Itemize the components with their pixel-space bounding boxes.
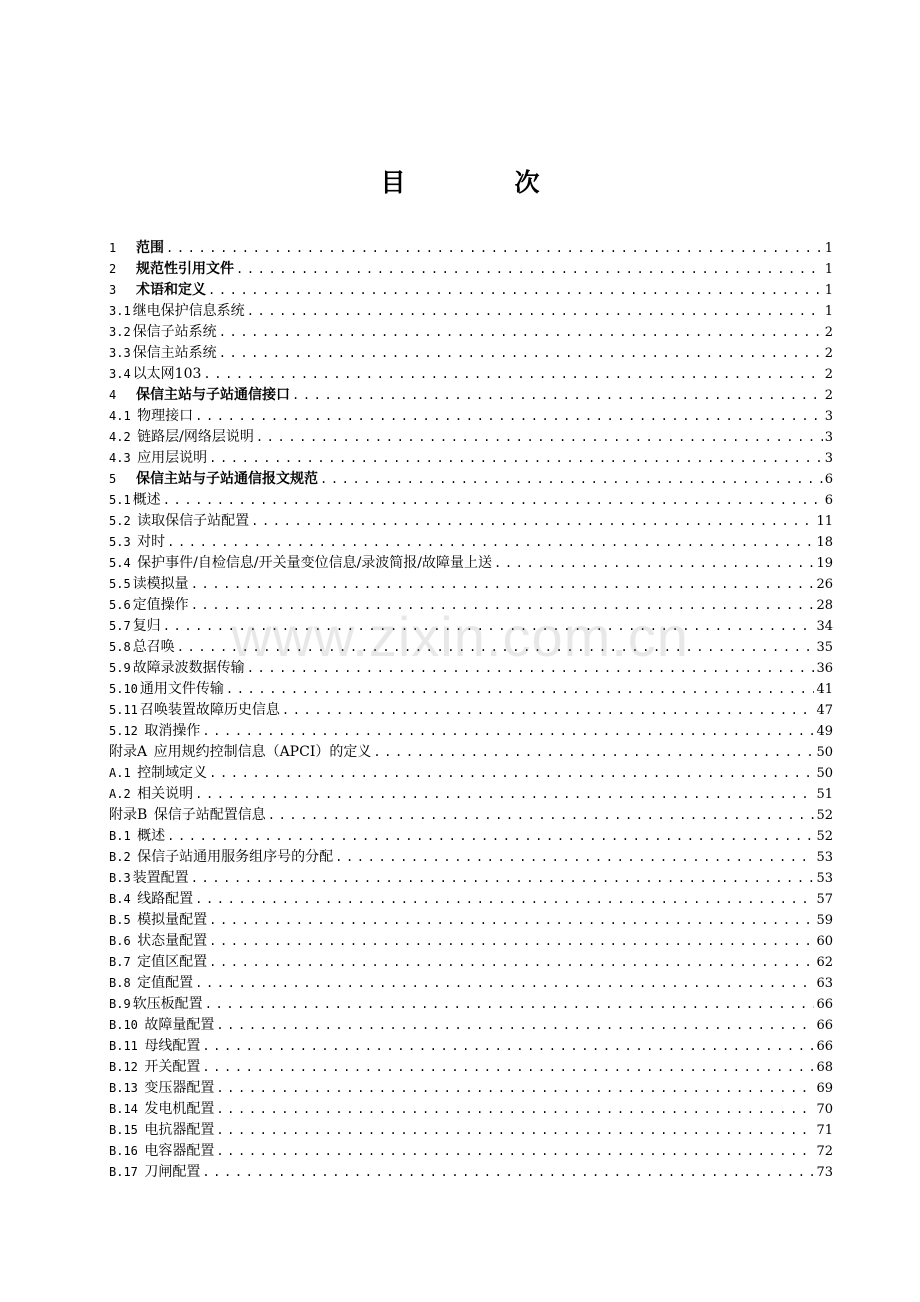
toc-entry[interactable]	[109, 1036, 833, 1057]
toc-entry-title: 继电保护信息系统	[132, 303, 245, 319]
toc-leader-dots	[195, 406, 823, 427]
toc-entry[interactable]	[109, 280, 833, 301]
toc-entry-title: 保护事件/自检信息/开关量变位信息/录波简报/故障量上送	[132, 555, 493, 571]
toc-entry-page: 3	[824, 430, 833, 445]
toc-entry[interactable]	[109, 826, 833, 847]
toc-entry-title: 范围	[136, 240, 164, 256]
toc-entry-title: 相关说明	[132, 786, 194, 802]
toc-entry-title: 取消操作	[139, 723, 201, 739]
toc-entry-title: 软压板配置	[132, 996, 203, 1012]
toc-entry-title: 以太网103	[132, 366, 202, 382]
toc-leader-dots	[219, 322, 823, 343]
toc-entry-title: 定值操作	[132, 597, 189, 613]
toc-entry-number: B.13	[109, 1081, 138, 1095]
toc-entry-title: 概述	[132, 828, 166, 844]
toc-entry-page: 59	[816, 913, 833, 928]
toc-entry-page: 51	[816, 787, 833, 802]
toc-leader-dots	[209, 910, 814, 931]
toc-entry-number: 附录B	[109, 807, 148, 823]
toc-entry-title: 开关配置	[139, 1059, 201, 1075]
toc-leader-dots	[335, 847, 814, 868]
toc-entry-number: 3.2	[109, 325, 131, 339]
toc-entry-page: 2	[824, 388, 833, 403]
toc-entry-number: 5.10	[109, 682, 138, 696]
toc-entry-number: B.9	[109, 997, 131, 1011]
toc-leader-dots	[202, 721, 814, 742]
toc-entry-number: B.10	[109, 1018, 138, 1032]
toc-entry[interactable]	[109, 1099, 833, 1120]
toc-leader-dots	[191, 574, 815, 595]
toc-entry[interactable]	[109, 1141, 833, 1162]
toc-entry[interactable]	[109, 448, 833, 469]
toc-entry-number: 4.1	[109, 409, 131, 423]
toc-entry[interactable]	[109, 994, 833, 1015]
toc-entry-title: 电容器配置	[139, 1143, 215, 1159]
toc-entry-page: 18	[816, 535, 833, 550]
toc-entry-title: 模拟量配置	[132, 912, 208, 928]
toc-entry-title: 通用文件传输	[139, 681, 224, 697]
toc-entry-number: 3.1	[109, 304, 131, 318]
toc-leader-dots	[167, 532, 814, 553]
toc-entry-title: 故障录波数据传输	[132, 660, 245, 676]
toc-entry[interactable]	[109, 322, 833, 343]
toc-entry-page: 47	[816, 703, 833, 718]
toc-leader-dots	[163, 616, 815, 637]
toc-entry-page: 66	[816, 1018, 833, 1033]
toc-entry[interactable]	[109, 301, 833, 322]
toc-entry[interactable]	[109, 700, 833, 721]
toc-entry[interactable]	[109, 889, 833, 910]
toc-entry-title: 保信子站系统	[132, 324, 217, 340]
toc-entry-number: 5	[109, 472, 117, 486]
toc-entry-page: 35	[816, 640, 833, 655]
toc-entry[interactable]	[109, 679, 833, 700]
toc-entry-title: 应用层说明	[132, 450, 208, 466]
toc-entry[interactable]	[109, 805, 833, 826]
toc-entry-page: 2	[824, 367, 833, 382]
toc-entry-number: 5.11	[109, 703, 138, 717]
toc-entry-number: B.15	[109, 1123, 138, 1137]
toc-entry-number: 5.6	[109, 598, 131, 612]
table-of-contents	[109, 238, 833, 1183]
toc-entry-title: 召唤装置故障历史信息	[139, 702, 280, 718]
toc-entry-number: 4	[109, 388, 117, 402]
toc-entry-number: 5.2	[109, 514, 131, 528]
toc-entry-number: 5.12	[109, 724, 138, 738]
toc-leader-dots	[256, 427, 823, 448]
toc-entry-page: 1	[824, 262, 833, 277]
toc-entry[interactable]	[109, 1015, 833, 1036]
toc-entry-page: 53	[816, 850, 833, 865]
toc-entry-title: 保信主站系统	[132, 345, 217, 361]
toc-entry-number: 4.3	[109, 451, 131, 465]
toc-entry-number: 附录A	[109, 744, 148, 760]
toc-leader-dots	[191, 595, 815, 616]
toc-entry[interactable]	[109, 1162, 833, 1183]
toc-entry-number: B.14	[109, 1102, 138, 1116]
toc-leader-dots	[209, 448, 823, 469]
toc-leader-dots	[282, 700, 815, 721]
toc-leader-dots	[268, 805, 815, 826]
toc-leader-dots	[236, 259, 823, 280]
toc-leader-dots	[208, 280, 823, 301]
toc-leader-dots	[202, 1162, 814, 1183]
toc-entry[interactable]	[109, 364, 833, 385]
toc-entry-page: 57	[816, 892, 833, 907]
toc-entry-title: 规范性引用文件	[136, 261, 234, 277]
toc-entry-title: 发电机配置	[139, 1101, 215, 1117]
toc-entry-title: 复归	[132, 618, 161, 634]
toc-entry-title: 读模拟量	[132, 576, 189, 592]
toc-entry[interactable]	[109, 784, 833, 805]
toc-leader-dots	[202, 1057, 814, 1078]
toc-entry-title: 装置配置	[132, 870, 189, 886]
toc-entry-title: 电抗器配置	[139, 1122, 215, 1138]
toc-entry-page: 68	[816, 1060, 833, 1075]
toc-leader-dots	[292, 385, 823, 406]
toc-entry-title: 概述	[132, 492, 161, 508]
toc-entry[interactable]	[109, 847, 833, 868]
toc-entry-title: 变压器配置	[139, 1080, 215, 1096]
toc-entry[interactable]	[109, 532, 833, 553]
toc-entry[interactable]	[109, 931, 833, 952]
toc-entry[interactable]	[109, 1120, 833, 1141]
toc-entry-number: 4.2	[109, 430, 131, 444]
toc-leader-dots	[216, 1015, 814, 1036]
toc-entry-title: 对时	[132, 534, 166, 550]
toc-entry[interactable]	[109, 868, 833, 889]
toc-entry-number: 5.8	[109, 640, 131, 654]
toc-leader-dots	[202, 1036, 814, 1057]
toc-entry[interactable]	[109, 259, 833, 280]
toc-leader-dots	[251, 511, 814, 532]
toc-entry-number: B.11	[109, 1039, 138, 1053]
toc-entry-page: 66	[816, 997, 833, 1012]
toc-leader-dots	[195, 973, 814, 994]
toc-entry-number: B.12	[109, 1060, 138, 1074]
toc-entry-number: 5.7	[109, 619, 131, 633]
toc-leader-dots	[209, 952, 814, 973]
toc-entry-title: 术语和定义	[136, 282, 206, 298]
toc-entry-title: 保信子站通用服务组序号的分配	[132, 849, 334, 865]
toc-entry-number: B.1	[109, 829, 131, 843]
toc-entry-number: 5.3	[109, 535, 131, 549]
toc-entry-title: 状态量配置	[132, 933, 208, 949]
toc-entry-page: 2	[824, 346, 833, 361]
toc-entry-number: 5.5	[109, 577, 131, 591]
page-title: 目 次	[380, 168, 582, 197]
toc-entry-title: 故障量配置	[139, 1017, 215, 1033]
toc-leader-dots	[216, 1099, 814, 1120]
toc-leader-dots	[191, 868, 815, 889]
toc-entry-page: 36	[816, 661, 833, 676]
toc-entry-page: 19	[816, 556, 833, 571]
toc-leader-dots	[195, 889, 814, 910]
toc-entry-number: 5.4	[109, 556, 131, 570]
toc-entry-number: 3.3	[109, 346, 131, 360]
toc-entry-page: 28	[816, 598, 833, 613]
toc-entry-number: 1	[109, 241, 117, 255]
toc-leader-dots	[216, 1141, 814, 1162]
toc-entry-page: 71	[816, 1123, 833, 1138]
toc-entry-number: B.8	[109, 976, 131, 990]
toc-leader-dots	[219, 343, 823, 364]
toc-entry-title: 刀闸配置	[139, 1164, 201, 1180]
toc-leader-dots	[320, 469, 823, 490]
toc-entry-page: 11	[816, 514, 833, 529]
toc-entry[interactable]	[109, 1078, 833, 1099]
toc-entry-number: 3.4	[109, 367, 131, 381]
toc-entry-number: 3	[109, 283, 117, 297]
toc-entry[interactable]	[109, 427, 833, 448]
toc-entry[interactable]	[109, 637, 833, 658]
toc-leader-dots	[247, 301, 823, 322]
toc-entry-page: 49	[816, 724, 833, 739]
toc-leader-dots	[195, 784, 814, 805]
toc-leader-dots	[166, 238, 823, 259]
toc-entry[interactable]	[109, 343, 833, 364]
toc-entry-number: 5.9	[109, 661, 131, 675]
toc-entry-title: 母线配置	[139, 1038, 201, 1054]
toc-entry-page: 6	[824, 493, 833, 508]
toc-entry-number: B.4	[109, 892, 131, 906]
toc-entry-page: 50	[816, 766, 833, 781]
toc-entry-page: 26	[816, 577, 833, 592]
toc-entry-title: 链路层/网络层说明	[132, 429, 254, 445]
toc-leader-dots	[177, 637, 815, 658]
toc-entry[interactable]	[109, 721, 833, 742]
toc-entry[interactable]	[109, 910, 833, 931]
toc-entry-page: 2	[824, 325, 833, 340]
toc-entry-page: 1	[824, 283, 833, 298]
toc-entry-title: 定值配置	[132, 975, 194, 991]
toc-entry-title: 保信子站配置信息	[149, 807, 266, 823]
toc-entry-page: 60	[816, 934, 833, 949]
toc-entry-number: B.7	[109, 955, 131, 969]
toc-entry-number: B.2	[109, 850, 131, 864]
toc-entry-page: 70	[816, 1102, 833, 1117]
toc-leader-dots	[163, 490, 823, 511]
toc-entry[interactable]	[109, 616, 833, 637]
toc-entry-page: 63	[816, 976, 833, 991]
toc-entry[interactable]	[109, 595, 833, 616]
toc-entry[interactable]	[109, 574, 833, 595]
toc-entry-number: 2	[109, 262, 117, 276]
toc-entry-page: 66	[816, 1039, 833, 1054]
toc-entry-number: B.16	[109, 1144, 138, 1158]
toc-entry-page: 73	[816, 1165, 833, 1180]
toc-entry-title: 控制域定义	[132, 765, 208, 781]
toc-entry-title: 读取保信子站配置	[132, 513, 250, 529]
toc-entry[interactable]	[109, 511, 833, 532]
toc-entry-number: 5.1	[109, 493, 131, 507]
toc-entry-title: 线路配置	[132, 891, 194, 907]
toc-entry[interactable]	[109, 385, 833, 406]
toc-entry-page: 34	[816, 619, 833, 634]
toc-entry-number: A.1	[109, 766, 131, 780]
toc-entry[interactable]	[109, 742, 833, 763]
toc-leader-dots	[494, 553, 814, 574]
toc-leader-dots	[226, 679, 815, 700]
toc-leader-dots	[205, 994, 815, 1015]
toc-entry-number: B.5	[109, 913, 131, 927]
toc-entry[interactable]	[109, 553, 833, 574]
toc-entry-title: 定值区配置	[132, 954, 208, 970]
toc-entry-number: B.3	[109, 871, 131, 885]
toc-leader-dots	[216, 1120, 814, 1141]
toc-entry-page: 53	[816, 871, 833, 886]
toc-entry-page: 3	[824, 451, 833, 466]
toc-leader-dots	[373, 742, 814, 763]
toc-entry[interactable]	[109, 238, 833, 259]
watermark: www.zixin.com.cn	[231, 605, 689, 668]
toc-entry-page: 62	[816, 955, 833, 970]
toc-entry-number: B.17	[109, 1165, 138, 1179]
toc-leader-dots	[209, 931, 814, 952]
toc-entry-page: 52	[816, 829, 833, 844]
toc-entry[interactable]	[109, 406, 833, 427]
toc-entry[interactable]	[109, 658, 833, 679]
toc-entry[interactable]	[109, 469, 833, 490]
toc-entry[interactable]	[109, 1057, 833, 1078]
toc-entry[interactable]	[109, 490, 833, 511]
toc-leader-dots	[203, 364, 822, 385]
toc-leader-dots	[247, 658, 815, 679]
toc-entry-title: 保信主站与子站通信报文规范	[136, 471, 318, 487]
toc-entry-title: 应用规约控制信息（APCI）的定义	[149, 744, 372, 760]
toc-entry-title: 保信主站与子站通信接口	[136, 387, 290, 403]
toc-entry-title: 总召唤	[132, 639, 175, 655]
toc-entry-page: 52	[816, 808, 833, 823]
toc-entry-page: 69	[816, 1081, 833, 1096]
toc-entry-page: 1	[824, 304, 833, 319]
toc-leader-dots	[167, 826, 814, 847]
toc-entry-number: B.6	[109, 934, 131, 948]
toc-entry[interactable]	[109, 952, 833, 973]
toc-leader-dots	[216, 1078, 814, 1099]
toc-entry-title: 物理接口	[132, 408, 194, 424]
toc-entry-page: 6	[824, 472, 833, 487]
toc-entry[interactable]	[109, 973, 833, 994]
toc-entry-number: A.2	[109, 787, 131, 801]
toc-entry-page: 50	[816, 745, 833, 760]
toc-leader-dots	[209, 763, 814, 784]
toc-entry-page: 72	[816, 1144, 833, 1159]
toc-entry-page: 41	[816, 682, 833, 697]
toc-entry[interactable]	[109, 763, 833, 784]
toc-entry-page: 3	[824, 409, 833, 424]
toc-entry-page: 1	[824, 241, 833, 256]
